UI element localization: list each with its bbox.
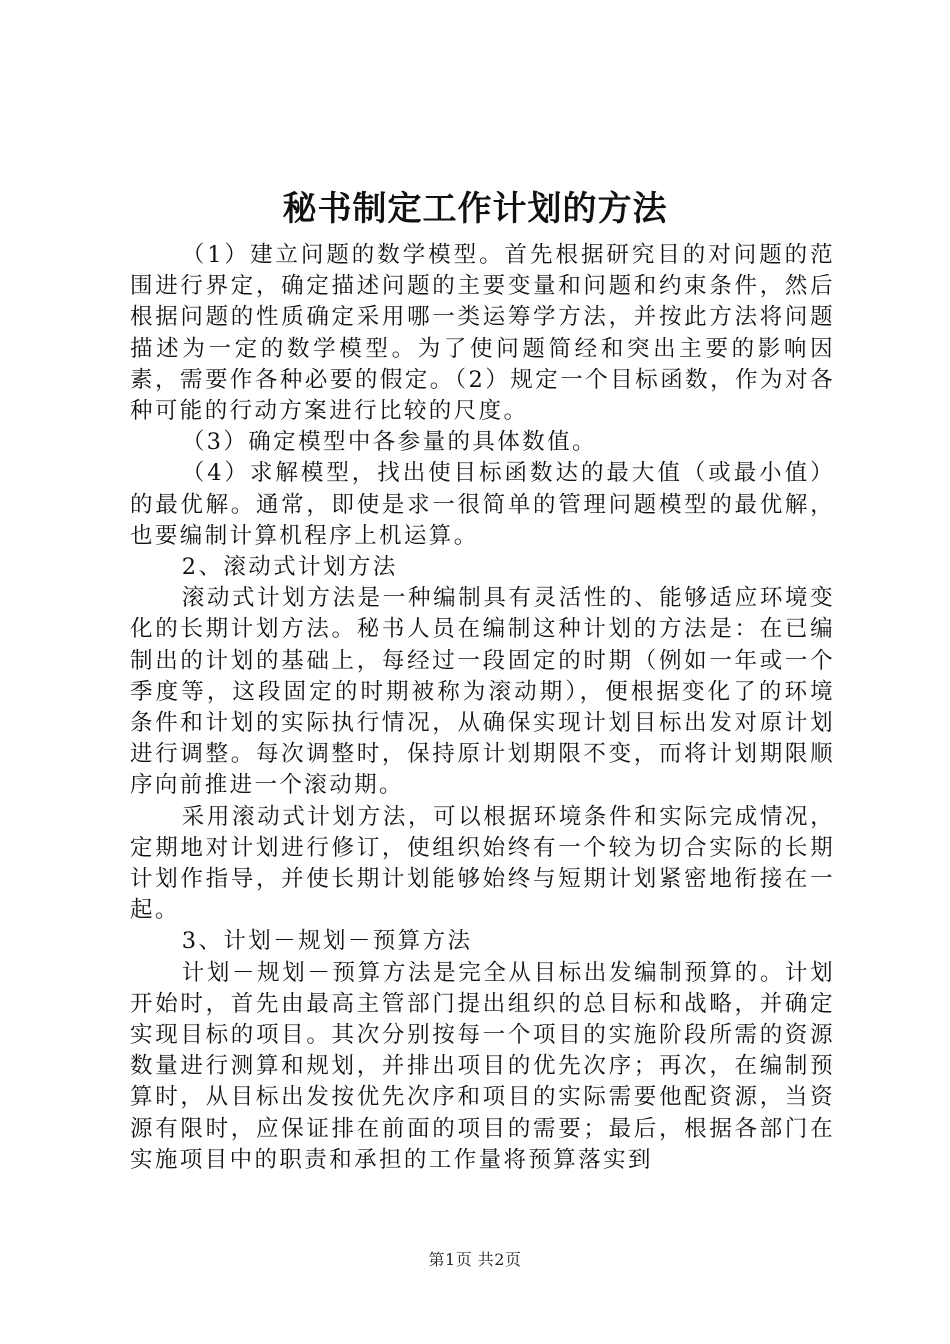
page-number-footer: 第1页 共2页 (428, 1250, 522, 1269)
document-title: 秘书制定工作计划的方法 (282, 189, 668, 229)
paragraph-step-3: （3）确定模型中各参量的具体数值。 (181, 429, 597, 456)
section-heading-ppb: 3、计划－规划－预算方法 (181, 928, 473, 955)
section-heading-rolling-plan: 2、滚动式计划方法 (181, 554, 398, 581)
document-body (130, 240, 835, 1176)
paragraph-model-steps: （1）建立问题的数学模型。首先根据研究目的对问题的范围进行界定，确定描述问题的主要变量和问题和约束条件，然后根据问题的性质确定采用哪一类运筹学方法，并按此方法将问题描述为一定的数学模型。为了使问题简经和突出主要的影响因素，需要作各种必要的假定。（2）规定一个目标函数，作为对各种可能的行动方案进行比较的尺度。 (130, 242, 835, 425)
paragraph-rolling-plan-benefit: 采用滚动式计划方法，可以根据环境条件和实际完成情况，定期地对计划进行修订，使组织始终有一个较为切合实际的长期计划作指导，并使长期计划能够始终与短期计划紧密地衔接在一起。 (130, 803, 835, 924)
paragraph-ppb-method: 计划－规划－预算方法是完全从目标出发编制预算的。计划开始时，首先由最高主管部门提出组织的总目标和战略，并确定实现目标的项目。其次分别按每一个项目的实施阶段所需的资源数量进行测算和规划，并排出项目的优先次序；再次，在编制预算时，从目标出发按优先次序和项目的实际需要他配资源，当资源有限时，应保证排在前面的项目的需要；最后，根据各部门在实施项目中的职责和承担的工作量将预算落实到 (130, 959, 835, 1173)
paragraph-rolling-plan-definition: 滚动式计划方法是一种编制具有灵活性的、能够适应环境变化的长期计划方法。秘书人员在编制这种计划的方法是：在已编制出的计划的基础上，每经过一段固定的时期（例如一年或一个季度等，这段固定的时期被称为滚动期），便根据变化了的环境条件和计划的实际执行情况，从确保实现计划目标出发对原计划进行调整。每次调整时，保持原计划期限不变，而将计划期限顺序向前推进一个滚动期。 (130, 585, 835, 799)
paragraph-step-4: （4）求解模型，找出使目标函数达的最大值（或最小值）的最优解。通常，即使是求一很简单的管理问题模型的最优解，也要编制计算机程序上机运算。 (130, 460, 835, 549)
